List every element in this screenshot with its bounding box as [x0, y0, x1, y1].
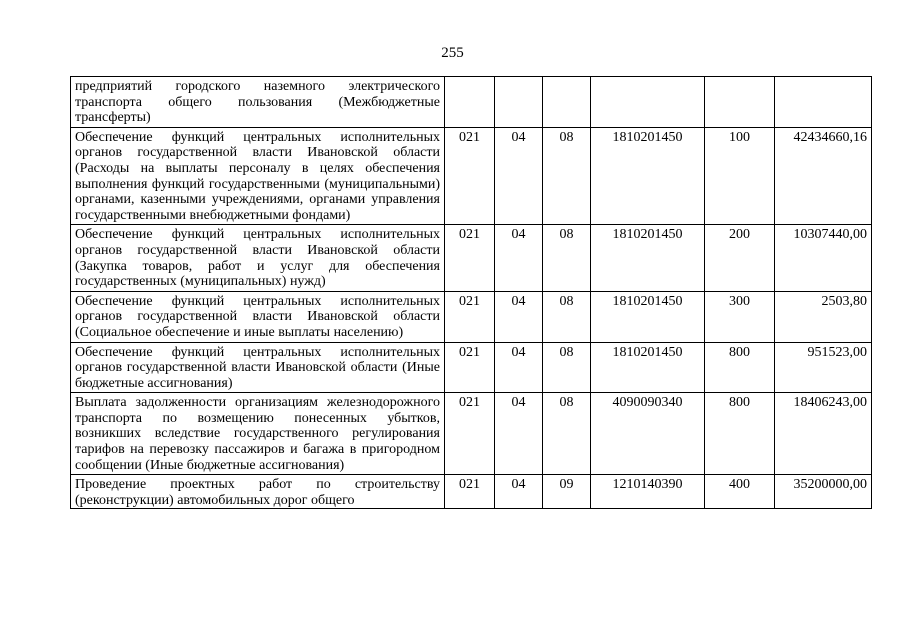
target-code-cell: 1810201450 — [591, 291, 705, 342]
expense-type-cell — [705, 77, 775, 128]
target-code-cell: 1210140390 — [591, 475, 705, 509]
subsection-code-cell: 08 — [543, 342, 591, 393]
table-row — [71, 225, 872, 291]
subsection-code-cell: 08 — [543, 127, 591, 225]
table-row — [71, 393, 872, 475]
section-code-cell: 04 — [495, 393, 543, 475]
admin-code-cell: 021 — [445, 291, 495, 342]
amount-cell: 10307440,00 — [775, 225, 872, 291]
row-description: Обеспечение функций центральных исполнительных органов государственной власти Ивановской области (Закупка товаров, работ и услуг для обеспечения государственных (муниципальных) нужд) — [71, 225, 445, 291]
table-row — [71, 475, 872, 509]
row-description: предприятий городского наземного электрического транспорта общего пользования (Межбюджетные трансферты) — [71, 77, 445, 128]
subsection-code-cell: 08 — [543, 393, 591, 475]
expense-type-cell: 100 — [705, 127, 775, 225]
table-row — [71, 291, 872, 342]
admin-code-cell: 021 — [445, 127, 495, 225]
budget-table — [70, 76, 872, 509]
target-code-cell: 1810201450 — [591, 127, 705, 225]
amount-cell: 951523,00 — [775, 342, 872, 393]
target-code-cell — [591, 77, 705, 128]
amount-cell: 18406243,00 — [775, 393, 872, 475]
row-description: Обеспечение функций центральных исполнительных органов государственной власти Ивановской области (Социальное обеспечение и иные выплаты населению) — [71, 291, 445, 342]
section-code-cell: 04 — [495, 342, 543, 393]
expense-type-cell: 800 — [705, 393, 775, 475]
section-code-cell — [495, 77, 543, 128]
table-row — [71, 77, 872, 128]
amount-cell: 42434660,16 — [775, 127, 872, 225]
row-description — [71, 475, 445, 509]
target-code-cell: 1810201450 — [591, 342, 705, 393]
section-code-cell: 04 — [495, 475, 543, 509]
subsection-code-cell — [543, 77, 591, 128]
admin-code-cell: 021 — [445, 475, 495, 509]
expense-type-cell: 300 — [705, 291, 775, 342]
section-code-cell: 04 — [495, 291, 543, 342]
admin-code-cell: 021 — [445, 225, 495, 291]
row-description-text: Проведение проектных работ по строительству (реконструкции) автомобильных дорог общего — [75, 477, 440, 508]
subsection-code-cell: 09 — [543, 475, 591, 509]
table-row — [71, 342, 872, 393]
row-description: Обеспечение функций центральных исполнительных органов государственной власти Ивановской области (Иные бюджетные ассигнования) — [71, 342, 445, 393]
subsection-code-cell: 08 — [543, 291, 591, 342]
admin-code-cell: 021 — [445, 342, 495, 393]
section-code-cell: 04 — [495, 225, 543, 291]
amount-cell — [775, 77, 872, 128]
subsection-code-cell: 08 — [543, 225, 591, 291]
amount-cell: 35200000,00 — [775, 475, 872, 509]
row-description: Обеспечение функций центральных исполнительных органов государственной власти Ивановской области (Расходы на выплаты персоналу в целях обеспечения выполнения функций государственными (муниципальными) органами, казенными учреждениями, органами управления государственными внебюджетными фондами) — [71, 127, 445, 225]
expense-type-cell: 200 — [705, 225, 775, 291]
section-code-cell: 04 — [495, 127, 543, 225]
amount-cell: 2503,80 — [775, 291, 872, 342]
target-code-cell: 1810201450 — [591, 225, 705, 291]
expense-type-cell: 400 — [705, 475, 775, 509]
target-code-cell: 4090090340 — [591, 393, 705, 475]
row-description: Выплата задолженности организациям железнодорожного транспорта по возмещению понесенных убытков, возникших вследствие государственного регулирования тарифов на перевозку пассажиров и багажа в пригородном сообщении (Иные бюджетные ассигнования) — [71, 393, 445, 475]
admin-code-cell — [445, 77, 495, 128]
page-number: 255 — [441, 45, 464, 61]
table-row — [71, 127, 872, 225]
admin-code-cell: 021 — [445, 393, 495, 475]
expense-type-cell: 800 — [705, 342, 775, 393]
